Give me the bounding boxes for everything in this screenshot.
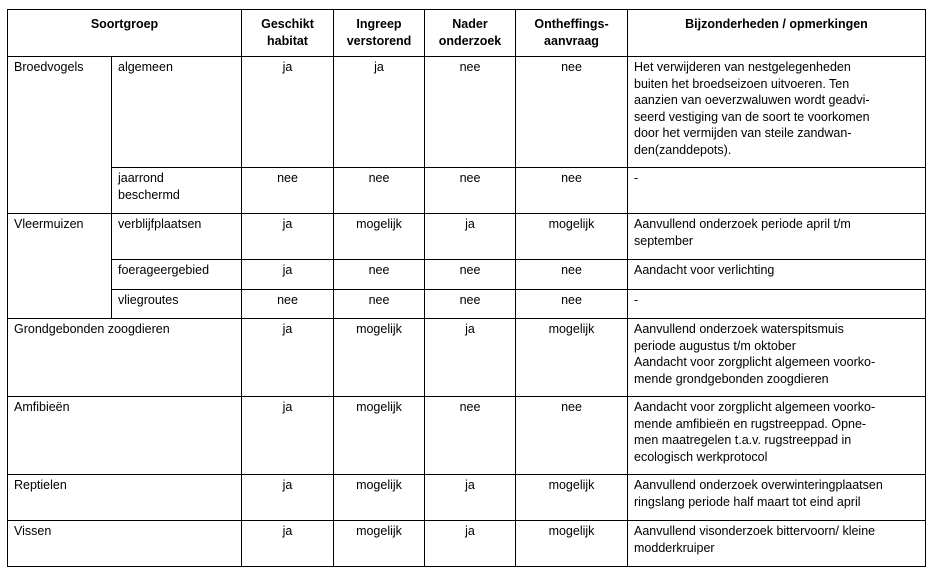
cell-nader: nee <box>425 397 516 475</box>
cell-ontheffing: mogelijk <box>516 214 628 260</box>
cell-ontheffing: mogelijk <box>516 475 628 521</box>
cell-ontheffing: mogelijk <box>516 521 628 567</box>
cell-ingreep: mogelijk <box>334 521 425 567</box>
sub-foerageergebied: foerageergebied <box>112 260 242 290</box>
cell-nader: nee <box>425 57 516 168</box>
group-broedvogels: Broedvogels <box>8 57 112 214</box>
table-row <box>8 319 926 397</box>
cell-geschikt: ja <box>242 397 334 475</box>
table-row <box>8 475 926 521</box>
cell-note: Aandacht voor zorgplicht algemeen voorko- mende amfibieën en rugstreeppad. Opne- men maatregelen t.a.v. rugstreeppad in ecologisch werkprotocol <box>628 397 926 475</box>
sub-jaarrond-beschermd: jaarrond beschermd <box>112 168 242 214</box>
cell-geschikt: nee <box>242 168 334 214</box>
cell-ontheffing: mogelijk <box>516 319 628 397</box>
cell-nader: ja <box>425 319 516 397</box>
sub-vliegroutes: vliegroutes <box>112 290 242 319</box>
header-ingreep-verstorend: Ingreep verstorend <box>334 10 425 57</box>
cell-note: - <box>628 290 926 319</box>
cell-geschikt: ja <box>242 57 334 168</box>
cell-note: Aanvullend visonderzoek bittervoorn/ kleine modderkruiper <box>628 521 926 567</box>
group-vissen: Vissen <box>8 521 242 567</box>
sub-algemeen: algemeen <box>112 57 242 168</box>
cell-ontheffing: nee <box>516 290 628 319</box>
cell-ingreep: nee <box>334 168 425 214</box>
cell-geschikt: ja <box>242 521 334 567</box>
cell-note: Aandacht voor verlichting <box>628 260 926 290</box>
cell-nader: ja <box>425 521 516 567</box>
header-bijzonderheden: Bijzonderheden / opmerkingen <box>628 10 926 57</box>
cell-ingreep: mogelijk <box>334 397 425 475</box>
header-soortgroep: Soortgroep <box>8 10 242 57</box>
cell-nader: nee <box>425 290 516 319</box>
species-table <box>7 9 926 567</box>
cell-geschikt: ja <box>242 319 334 397</box>
group-vleermuizen: Vleermuizen <box>8 214 112 319</box>
table-row <box>8 57 926 168</box>
table-row <box>8 214 926 260</box>
header-row <box>8 10 926 57</box>
cell-ingreep: ja <box>334 57 425 168</box>
cell-note: Aanvullend onderzoek waterspitsmuis periode augustus t/m oktober Aandacht voor zorgplicht algemeen voorko- mende grondgebonden zoogdieren <box>628 319 926 397</box>
header-geschikt-habitat: Geschikt habitat <box>242 10 334 57</box>
cell-ontheffing: nee <box>516 57 628 168</box>
cell-note: Het verwijderen van nestgelegenheden buiten het broedseizoen uitvoeren. Ten aanzien van oeverzwaluwen wordt geadvi- seerd vestiging van de soort te voorkomen door het vermijden van steile zandwan- den(zanddepots). <box>628 57 926 168</box>
header-ontheffingsaanvraag: Ontheffings- aanvraag <box>516 10 628 57</box>
cell-note: - <box>628 168 926 214</box>
cell-ingreep: nee <box>334 290 425 319</box>
cell-ontheffing: nee <box>516 260 628 290</box>
cell-nader: ja <box>425 475 516 521</box>
cell-geschikt: ja <box>242 260 334 290</box>
table-row <box>8 290 926 319</box>
group-grondgebonden-zoogdieren: Grondgebonden zoogdieren <box>8 319 242 397</box>
header-nader-onderzoek: Nader onderzoek <box>425 10 516 57</box>
table-row <box>8 521 926 567</box>
cell-nader: nee <box>425 260 516 290</box>
cell-note: Aanvullend onderzoek overwinteringplaatsen ringslang periode half maart tot eind april <box>628 475 926 521</box>
cell-nader: nee <box>425 168 516 214</box>
table-row <box>8 260 926 290</box>
group-reptielen: Reptielen <box>8 475 242 521</box>
cell-ingreep: mogelijk <box>334 319 425 397</box>
cell-geschikt: ja <box>242 214 334 260</box>
cell-ingreep: nee <box>334 260 425 290</box>
group-amfibieen: Amfibieën <box>8 397 242 475</box>
cell-ingreep: mogelijk <box>334 475 425 521</box>
cell-ontheffing: nee <box>516 168 628 214</box>
table-row <box>8 397 926 475</box>
cell-geschikt: nee <box>242 290 334 319</box>
cell-ontheffing: nee <box>516 397 628 475</box>
table-row <box>8 168 926 214</box>
sub-verblijfplaatsen: verblijfplaatsen <box>112 214 242 260</box>
cell-note: Aanvullend onderzoek periode april t/m september <box>628 214 926 260</box>
cell-ingreep: mogelijk <box>334 214 425 260</box>
cell-nader: ja <box>425 214 516 260</box>
cell-geschikt: ja <box>242 475 334 521</box>
